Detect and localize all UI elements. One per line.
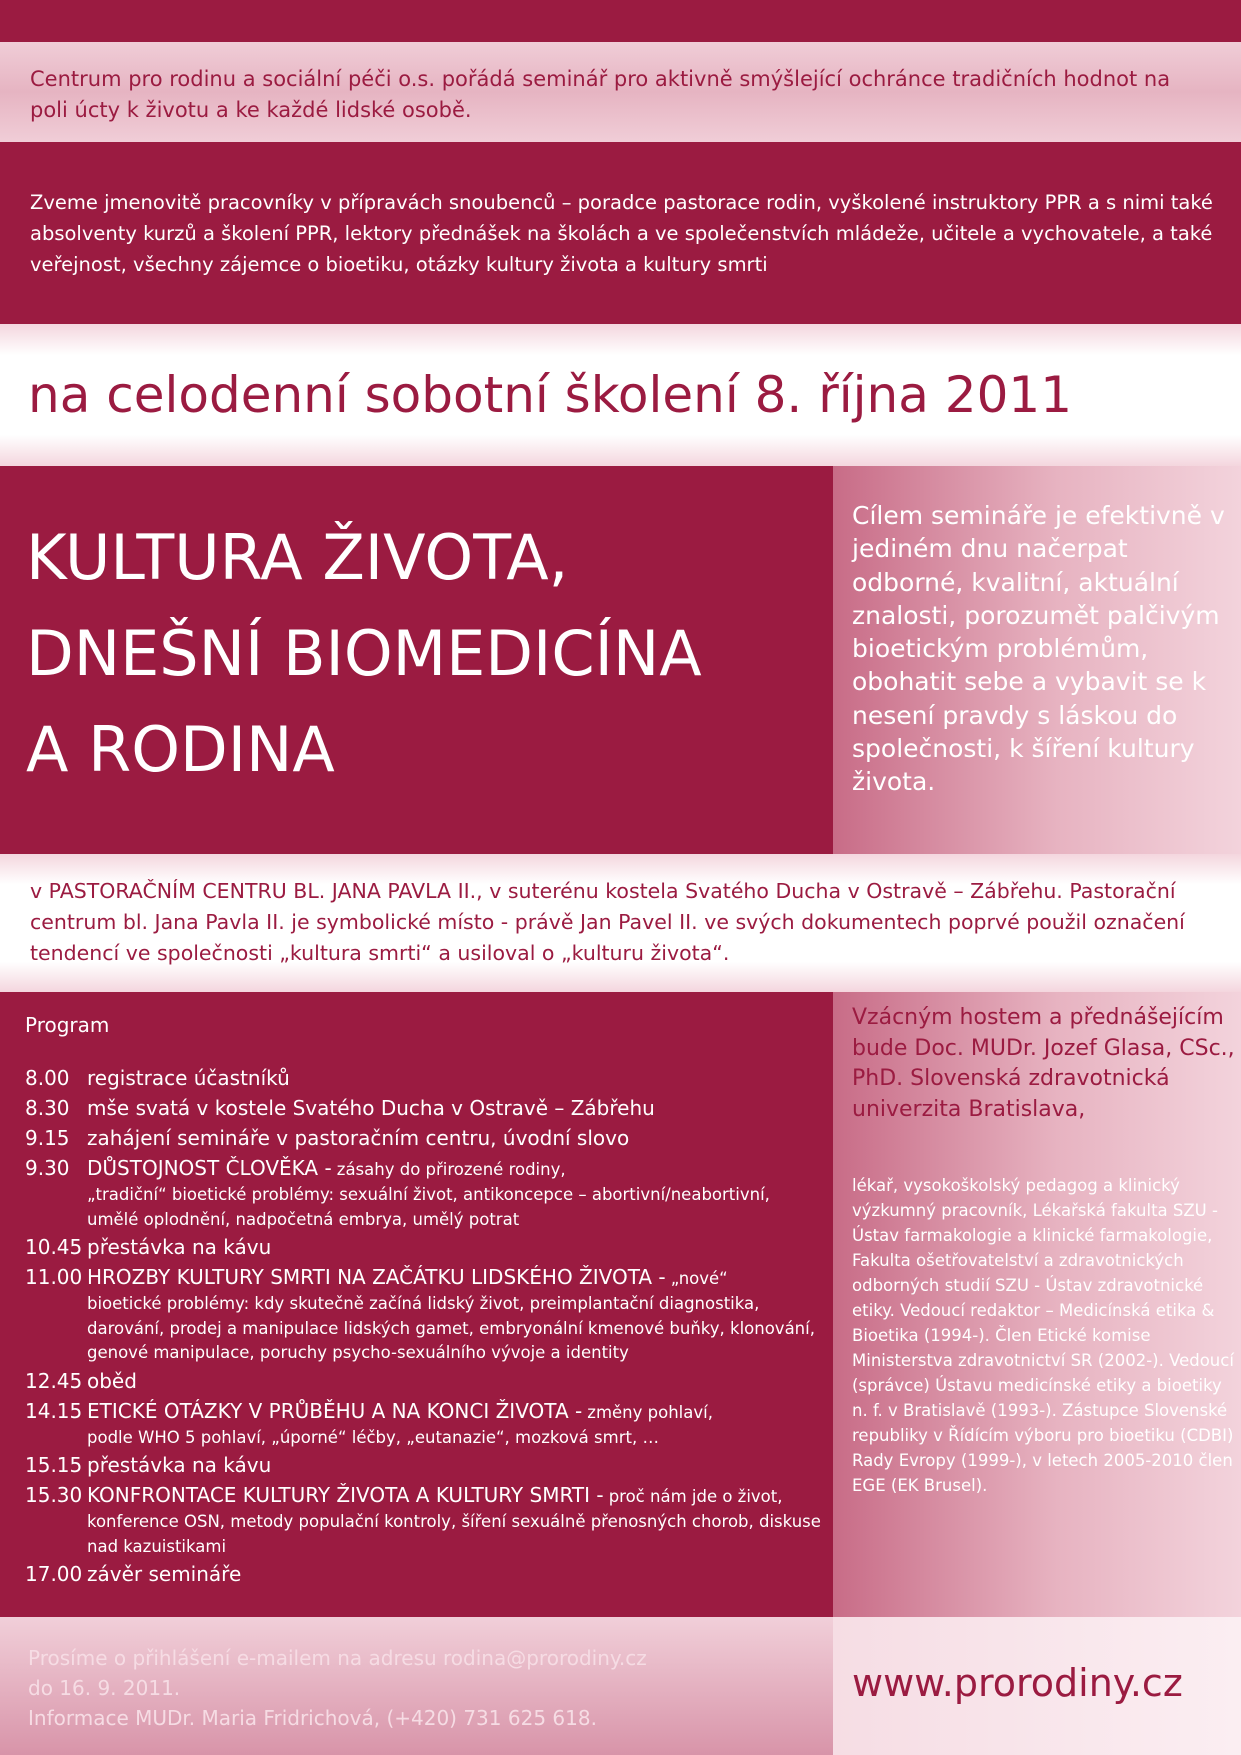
program-time: 8.30 (25, 1096, 70, 1120)
program-heading: Program (25, 1013, 110, 1037)
event-date-line: na celodenní sobotní školení 8. října 2011 (28, 366, 1073, 424)
program-time: 14.15 (25, 1398, 83, 1423)
website-link[interactable]: www.prorodiny.cz (852, 1661, 1183, 1705)
program-time: 9.15 (25, 1126, 70, 1150)
program-item (25, 1153, 825, 1232)
seminar-goal: Cílem semináře je efektivně v jediném dnu načerpat odborné, kvalitní, aktuální znalosti, porozumět palčivým bioetickým problémům, obohatit sebe a vybavit se k nesení pravdy s láskou do společnosti, k šíření kultury života. (852, 501, 1225, 797)
program-topic: přestávka na kávu (87, 1235, 272, 1259)
program-topic-note: zásahy do přirozené rodiny, (336, 1160, 566, 1179)
program-item (25, 1450, 825, 1480)
program-item (25, 1396, 825, 1451)
venue-text: v PASTORAČNÍM CENTRU BL. JANA PAVLA II., v suterénu kostela Svatého Ducha v Ostravě – Zábřehu. Pastorační centrum bl. Jana Pavla II. je symbolické místo - právě Jan Pavel II. ve svých dokumentech poprvé použil označení tendencí ve společnosti „kultura smrti“ a usiloval o „kulturu života“. (30, 879, 1185, 965)
program-topic: ETICKÉ OTÁZKY V PRŮBĚHU A NA KONCI ŽIVOTA - (87, 1398, 583, 1423)
program-topic: registrace účastníků (87, 1066, 290, 1090)
program-item (25, 1123, 825, 1153)
program-item (25, 1366, 825, 1396)
contact-line: do 16. 9. 2011. (28, 1676, 181, 1700)
top-stripe (0, 0, 1241, 42)
seminar-title (26, 510, 702, 798)
program-item (25, 1232, 825, 1262)
title-line: A RODINA (26, 713, 335, 786)
invitation-text: Zveme jmenovitě pracovníky v přípravách snoubenců – poradce pastorace rodin, vyškolené instruktory PPR a s nimi také absolventy kurzů a školení PPR, lektory přednášek na školách a ve společenstvích mládeže, učitele a vychovatele, a také veřejnost, všechny zájemce o bioetiku, otázky kultury života a kultury smrti (30, 191, 1213, 276)
guest-speaker: Vzácným hostem a přednášejícím bude Doc. MUDr. Jozef Glasa, CSc., PhD. Slovenská zdravotnická univerzita Bratislava, (852, 1005, 1235, 1122)
program-topic-note: změny pohlaví, (587, 1402, 713, 1422)
program-time: 15.30 (25, 1483, 83, 1507)
program-time: 12.45 (25, 1368, 83, 1393)
program-time: 10.45 (25, 1235, 83, 1259)
program-topic: oběd (87, 1368, 137, 1393)
program-topic-note: proč nám jde o život, (608, 1487, 783, 1506)
program-topic-details: „tradiční“ bioetické problémy: sexuální život, antikoncepce – abortivní/neabortivní, umělé oplodnění, nadpočetná embrya, umělý potrat (87, 1185, 770, 1229)
program-topic-details: bioetické problémy: kdy skutečně začíná lidský život, preimplantační diagnostika, darování, prodej a manipulace lidských gamet, embryonální kmenové buňky, klonování, genové manipulace, poruchy psycho-sexuálního vývoje a identity (87, 1294, 815, 1362)
guest-bio: lékař, vysokoškolský pedagog a klinický výzkumný pracovník, Lékařská fakulta SZU - Ústav farmakologie a klinické farmakologie, Fakulta ošetřovatelství a zdravotnických odborných studií SZU - Ústav zdravotnické etiky. Vedoucí redaktor – Medicínská etika & Bioetika (1994-). Člen Etické komise Ministerstva zdravotnictví SR (2002-). Vedoucí (správce) Ústavu medicínské etiky a bioetiky n. f. v Bratislavě (1993-). Zástupce Slovenské republiky v Řídícím výboru pro bioetiku (CDBI) Rady Evropy (1999-), v letech 2005-2010 člen EGE (EK Brusel). (852, 1176, 1234, 1495)
program-item (25, 1262, 825, 1366)
program-time: 15.15 (25, 1453, 83, 1477)
program-time: 8.00 (25, 1066, 70, 1090)
organizer-intro: Centrum pro rodinu a sociální péči o.s. pořádá seminář pro aktivně smýšlející ochránce tradičních hodnot na poli úcty k životu a ke každé lidské osobě. (30, 67, 1171, 122)
program-time: 11.00 (25, 1265, 83, 1289)
program-topic-details: konference OSN, metody populační kontroly, šíření sexuálně přenosných chorob, diskuse nad kazuistikami (87, 1512, 821, 1556)
program-topic-details: podle WHO 5 pohlaví, „úporné“ léčby, „eutanazie“, mozková smrt, … (87, 1427, 659, 1447)
title-line: DNEŠNÍ BIOMEDICÍNA (26, 617, 702, 690)
program-topic: mše svatá v kostele Svatého Ducha v Ostravě – Zábřehu (87, 1096, 655, 1120)
program-time: 17.00 (25, 1562, 83, 1586)
program-item (25, 1559, 825, 1589)
program-topic: HROZBY KULTURY SMRTI NA ZAČÁTKU LIDSKÉHO ŽIVOTA - (87, 1265, 666, 1289)
program-topic: přestávka na kávu (87, 1453, 272, 1477)
program-topic: závěr semináře (87, 1562, 242, 1586)
contact-line: Prosíme o přihlášení e-mailem na adresu rodina@prorodiny.cz (28, 1646, 647, 1670)
program-topic: zahájení semináře v pastoračním centru, úvodní slovo (87, 1126, 630, 1150)
registration-contact (28, 1643, 808, 1733)
contact-line: Informace MUDr. Maria Fridrichová, (+420) 731 625 618. (28, 1706, 597, 1730)
program-topic: KONFRONTACE KULTURY ŽIVOTA A KULTURY SMRTI - (87, 1483, 604, 1507)
program-time: 9.30 (25, 1156, 70, 1180)
program-list (25, 1063, 825, 1589)
title-line: KULTURA ŽIVOTA, (26, 521, 569, 594)
program-item (25, 1063, 825, 1093)
program-item (25, 1480, 825, 1559)
program-topic-note: „nové“ (670, 1269, 728, 1288)
program-item (25, 1093, 825, 1123)
program-topic: DŮSTOJNOST ČLOVĚKA - (87, 1156, 332, 1180)
